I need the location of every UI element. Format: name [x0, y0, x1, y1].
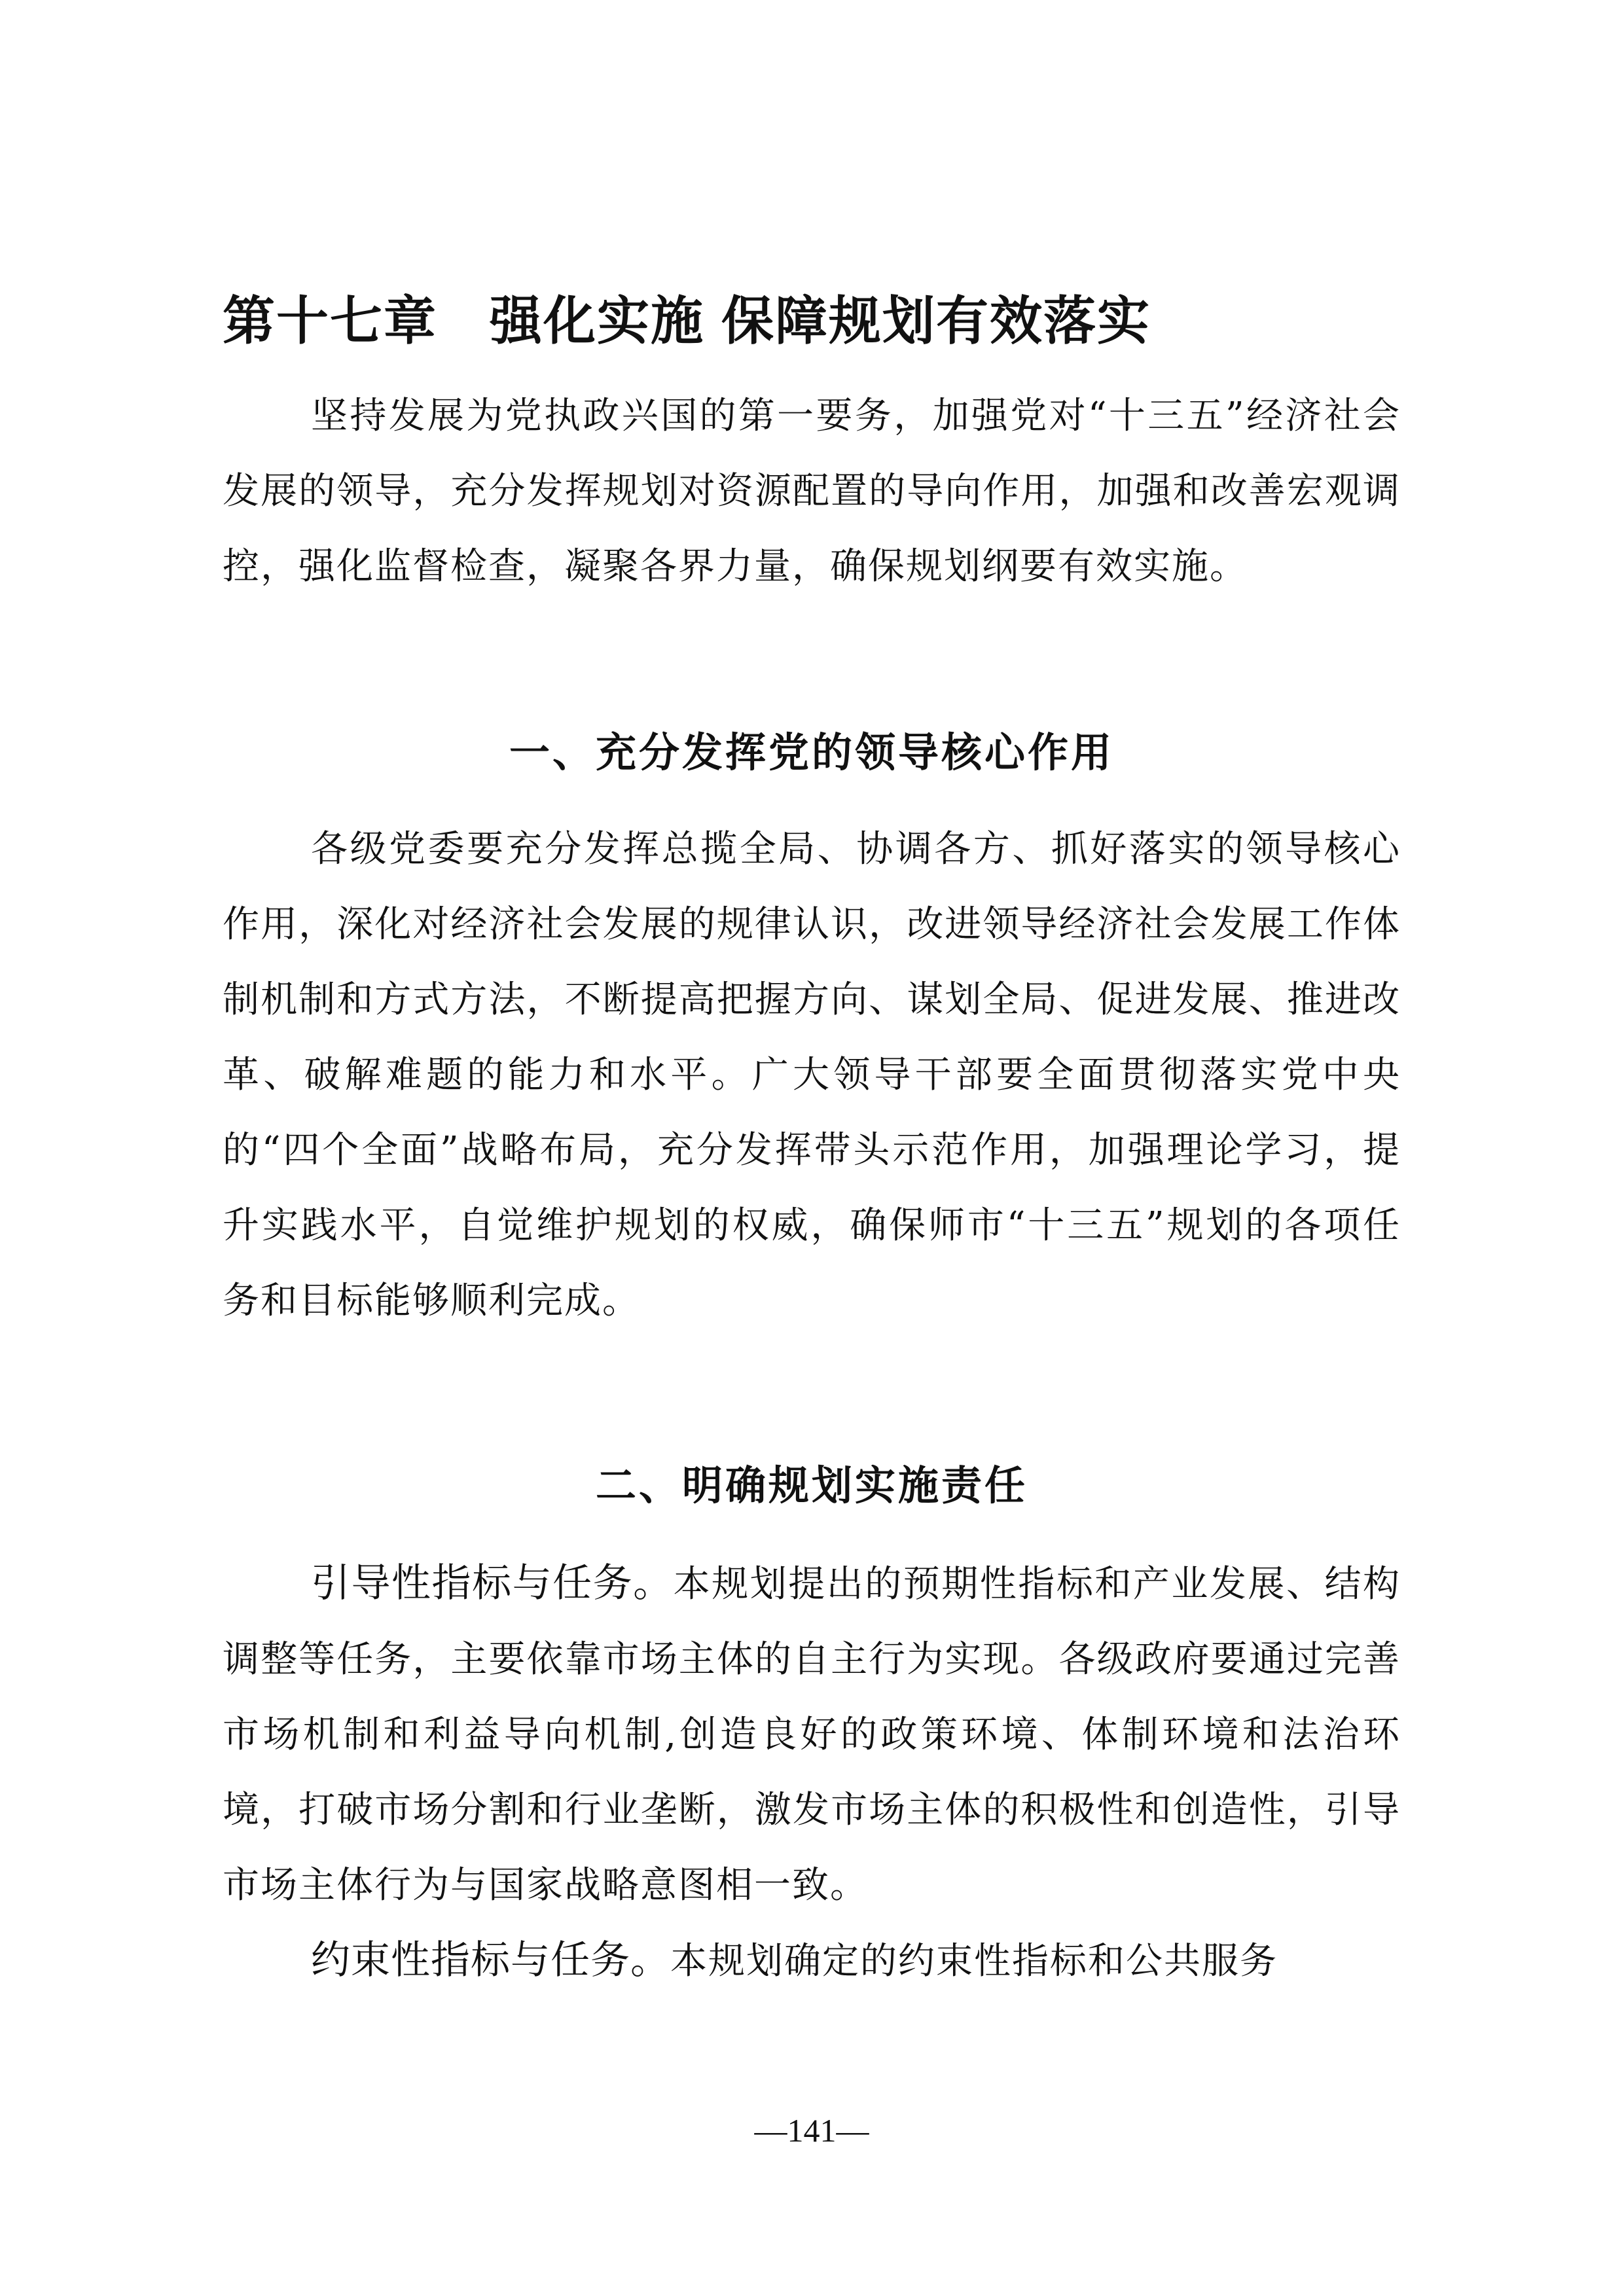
guiding-indicators-lead: 引导性指标与任务。 — [311, 1560, 674, 1606]
section1-heading: 一、充分发挥党的领导核心作用 — [509, 728, 1114, 776]
page-number: —141— — [754, 2112, 869, 2149]
intro-paragraph: 坚持发展为党执政兴国的第一要务，加强党对“十三五”经济社会发展的领导，充分发挥规划对资源配置的导向作用，加强和改善宏观调控，强化监督检查，凝聚各界力量，确保规划纲要有效实施。 — [223, 395, 1401, 588]
chapter-title — [223, 279, 1401, 364]
section2-heading: 二、明确规划实施责任 — [595, 1462, 1028, 1509]
section2-paragraph-1 — [223, 1546, 1401, 1923]
chapter-title-part1: 强化实施 — [490, 290, 704, 351]
intro-block — [223, 378, 1401, 604]
section1-paragraph: 各级党委要充分发挥总揽全局、协调各方、抓好落实的领导核心作用，深化对经济社会发展的规律认识，改进领导经济社会发展工作体制机制和方式方法，不断提高把握方向、谋划全局、促进发展、推进改革、破解难题的能力和水平。广大领导干部要全面贯彻落实党中央的“四个全面”战略布局，充分发挥带头示范作用，加强理论学习，提升实践水平，自觉维护规划的权威，确保师市“十三五”规划的各项任务和目标能够顺利完成。 — [223, 828, 1401, 1322]
chapter-number: 第十七章 — [223, 290, 437, 351]
binding-indicators-text: 本规划确定的约束性指标和公共服务 — [670, 1940, 1278, 1982]
section2-paragraph-2 — [223, 1923, 1401, 1999]
chapter-title-part2: 保障规划有效落实 — [721, 290, 1151, 351]
section2-block — [223, 1546, 1401, 1999]
section1-block — [223, 812, 1401, 1338]
guiding-indicators-text: 本规划提出的预期性指标和产业发展、结构调整等任务，主要依靠市场主体的自主行为实现。各级政府要通过完善市场机制和利益导向机制,创造良好的政策环境、体制环境和法治环境，打破市场分割和行业垄断，激发市场主体的积极性和创造性，引导市场主体行为与国家战略意图相一致。 — [223, 1563, 1401, 1907]
binding-indicators-lead: 约束性指标与任务。 — [311, 1937, 670, 1983]
